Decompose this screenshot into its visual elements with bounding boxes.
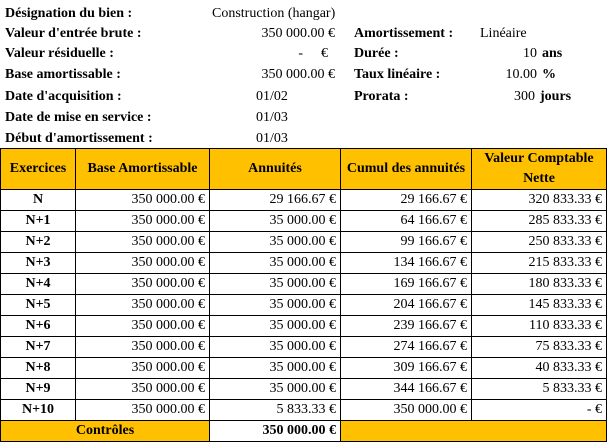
table-row bbox=[1, 211, 607, 232]
cell-vcn[interactable]: 40 833.33 € bbox=[472, 358, 607, 379]
cell-vcn[interactable]: 285 833.33 € bbox=[472, 211, 607, 232]
cell-annuite[interactable]: 35 000.00 € bbox=[210, 295, 341, 316]
service-value[interactable]: 01/03 bbox=[256, 110, 288, 125]
taux-unit: % bbox=[542, 67, 556, 82]
base-label: Base amortissable : bbox=[5, 67, 121, 82]
controls-row bbox=[1, 421, 607, 442]
asset-info-panel bbox=[0, 0, 608, 148]
cell-cumul[interactable]: 239 166.67 € bbox=[341, 316, 472, 337]
amort-label: Amortissement : bbox=[354, 26, 454, 41]
cell-vcn[interactable]: 110 833.33 € bbox=[472, 316, 607, 337]
designation-label: Désignation du bien : bbox=[5, 6, 133, 21]
cell-vcn[interactable]: 215 833.33 € bbox=[472, 253, 607, 274]
table-row bbox=[1, 337, 607, 358]
cell-annuite[interactable]: 35 000.00 € bbox=[210, 211, 341, 232]
cell-base[interactable]: 350 000.00 € bbox=[76, 337, 210, 358]
cell-base[interactable]: 350 000.00 € bbox=[76, 274, 210, 295]
cell-cumul[interactable]: 99 166.67 € bbox=[341, 232, 472, 253]
cell-exercice[interactable]: N+6 bbox=[1, 316, 76, 337]
residuelle-label: Valeur résiduelle : bbox=[5, 46, 114, 61]
header-base-amortissable[interactable]: Base Amortissable bbox=[76, 149, 210, 190]
residuelle-currency: € bbox=[321, 46, 328, 61]
cell-exercice[interactable]: N+7 bbox=[1, 337, 76, 358]
header-cumul-annuites[interactable]: Cumul des annuités bbox=[341, 149, 472, 190]
table-header-row bbox=[1, 149, 607, 190]
header-valeur-comptable-nette[interactable]: Valeur Comptable Nette bbox=[472, 149, 607, 190]
cell-cumul[interactable]: 344 166.67 € bbox=[341, 379, 472, 400]
cell-base[interactable]: 350 000.00 € bbox=[76, 232, 210, 253]
table-row bbox=[1, 295, 607, 316]
cell-base[interactable]: 350 000.00 € bbox=[76, 295, 210, 316]
cell-vcn[interactable]: 180 833.33 € bbox=[472, 274, 607, 295]
cell-base[interactable]: 350 000.00 € bbox=[76, 211, 210, 232]
cell-cumul[interactable]: 29 166.67 € bbox=[341, 190, 472, 211]
designation-value[interactable]: Construction (hangar) bbox=[212, 6, 336, 21]
residuelle-value[interactable]: - bbox=[298, 46, 303, 61]
cell-vcn[interactable]: 320 833.33 € bbox=[472, 190, 607, 211]
cell-exercice[interactable]: N+8 bbox=[1, 358, 76, 379]
header-annuites[interactable]: Annuités bbox=[210, 149, 341, 190]
cell-annuite[interactable]: 35 000.00 € bbox=[210, 358, 341, 379]
cell-cumul[interactable]: 274 166.67 € bbox=[341, 337, 472, 358]
cell-annuite[interactable]: 29 166.67 € bbox=[210, 190, 341, 211]
table-row bbox=[1, 400, 607, 421]
controls-empty bbox=[341, 421, 607, 442]
header-exercices[interactable]: Exercices bbox=[1, 149, 76, 190]
cell-cumul[interactable]: 350 000.00 € bbox=[341, 400, 472, 421]
entree-label: Valeur d'entrée brute : bbox=[5, 26, 142, 41]
cell-vcn[interactable]: 250 833.33 € bbox=[472, 232, 607, 253]
cell-annuite[interactable]: 5 833.33 € bbox=[210, 400, 341, 421]
cell-cumul[interactable]: 309 166.67 € bbox=[341, 358, 472, 379]
duree-unit: ans bbox=[542, 46, 563, 61]
debut-label: Début d'amortissement : bbox=[5, 131, 153, 146]
acquisition-value[interactable]: 01/02 bbox=[256, 89, 288, 104]
prorata-label: Prorata : bbox=[354, 89, 409, 104]
cell-exercice[interactable]: N+10 bbox=[1, 400, 76, 421]
cell-annuite[interactable]: 35 000.00 € bbox=[210, 274, 341, 295]
cell-exercice[interactable]: N+9 bbox=[1, 379, 76, 400]
cell-base[interactable]: 350 000.00 € bbox=[76, 400, 210, 421]
cell-annuite[interactable]: 35 000.00 € bbox=[210, 337, 341, 358]
entree-value[interactable]: 350 000.00 € bbox=[261, 26, 335, 41]
table-body bbox=[1, 190, 607, 421]
taux-value[interactable]: 10.00 bbox=[505, 67, 537, 82]
cell-exercice[interactable]: N+3 bbox=[1, 253, 76, 274]
cell-cumul[interactable]: 169 166.67 € bbox=[341, 274, 472, 295]
cell-annuite[interactable]: 35 000.00 € bbox=[210, 379, 341, 400]
cell-vcn[interactable]: - € bbox=[472, 400, 607, 421]
duree-value[interactable]: 10 bbox=[523, 46, 537, 61]
cell-cumul[interactable]: 134 166.67 € bbox=[341, 253, 472, 274]
cell-exercice[interactable]: N+1 bbox=[1, 211, 76, 232]
cell-exercice[interactable]: N+5 bbox=[1, 295, 76, 316]
base-value[interactable]: 350 000.00 € bbox=[261, 67, 335, 82]
table-row bbox=[1, 379, 607, 400]
controls-total[interactable]: 350 000.00 € bbox=[210, 421, 341, 442]
cell-exercice[interactable]: N+2 bbox=[1, 232, 76, 253]
prorata-value[interactable]: 300 bbox=[514, 89, 535, 104]
cell-annuite[interactable]: 35 000.00 € bbox=[210, 253, 341, 274]
amort-value[interactable]: Linéaire bbox=[480, 26, 527, 41]
service-label: Date de mise en service : bbox=[5, 110, 152, 125]
table-row bbox=[1, 274, 607, 295]
acquisition-label: Date d'acquisition : bbox=[5, 89, 122, 104]
cell-exercice[interactable]: N+4 bbox=[1, 274, 76, 295]
cell-base[interactable]: 350 000.00 € bbox=[76, 358, 210, 379]
cell-annuite[interactable]: 35 000.00 € bbox=[210, 316, 341, 337]
cell-cumul[interactable]: 64 166.67 € bbox=[341, 211, 472, 232]
cell-base[interactable]: 350 000.00 € bbox=[76, 379, 210, 400]
cell-vcn[interactable]: 5 833.33 € bbox=[472, 379, 607, 400]
cell-vcn[interactable]: 75 833.33 € bbox=[472, 337, 607, 358]
cell-base[interactable]: 350 000.00 € bbox=[76, 190, 210, 211]
cell-base[interactable]: 350 000.00 € bbox=[76, 316, 210, 337]
table-row bbox=[1, 190, 607, 211]
cell-annuite[interactable]: 35 000.00 € bbox=[210, 232, 341, 253]
table-row bbox=[1, 232, 607, 253]
cell-base[interactable]: 350 000.00 € bbox=[76, 253, 210, 274]
amortization-table bbox=[0, 148, 607, 442]
debut-value[interactable]: 01/03 bbox=[256, 131, 288, 146]
controls-label: Contrôles bbox=[1, 421, 210, 442]
table-row bbox=[1, 358, 607, 379]
cell-exercice[interactable]: N bbox=[1, 190, 76, 211]
taux-label: Taux linéaire : bbox=[354, 67, 441, 82]
prorata-unit: jours bbox=[540, 89, 572, 104]
cell-vcn[interactable]: 145 833.33 € bbox=[472, 295, 607, 316]
cell-cumul[interactable]: 204 166.67 € bbox=[341, 295, 472, 316]
table-row bbox=[1, 316, 607, 337]
table-row bbox=[1, 253, 607, 274]
duree-label: Durée : bbox=[354, 46, 399, 61]
